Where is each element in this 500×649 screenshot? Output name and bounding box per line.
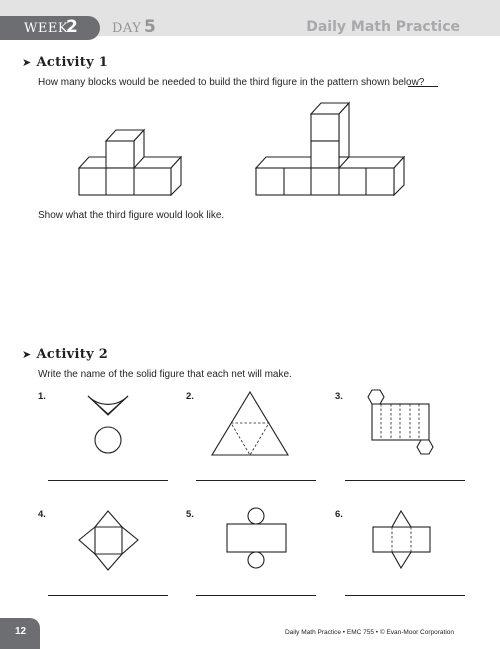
day-number: 5	[144, 17, 156, 37]
item-number: 2.	[186, 391, 194, 402]
answer-line-4[interactable]	[48, 595, 168, 596]
item-number: 4.	[38, 509, 46, 520]
activity-2-instruction: Write the name of the solid figure that each net will make.	[38, 369, 292, 380]
triangular-prism-net	[373, 511, 430, 568]
answer-line-6[interactable]	[345, 595, 465, 596]
answer-line-2[interactable]	[196, 480, 316, 481]
answer-line-3[interactable]	[345, 480, 465, 481]
item-number: 6.	[335, 509, 343, 520]
cone-net	[88, 396, 128, 453]
footer-credit: Daily Math Practice • EMC 755 • © Evan-Moor Corporation	[284, 629, 454, 636]
chevron-right-icon: ➤	[22, 56, 32, 69]
square-pyramid-net	[79, 511, 138, 570]
item-number: 3.	[335, 391, 343, 402]
week-label: WEEK	[24, 21, 69, 36]
item-number: 1.	[38, 391, 46, 402]
cylinder-net	[227, 508, 286, 568]
chevron-right-icon: ➤	[22, 348, 32, 361]
item-number: 5.	[186, 509, 194, 520]
answer-line-5[interactable]	[196, 595, 316, 596]
activity-1-instruction: Show what the third figure would look like.	[38, 210, 225, 221]
hexagonal-prism-net	[368, 390, 433, 454]
page-number: 12	[15, 626, 27, 637]
activity-1-title: Activity 1	[36, 55, 109, 70]
activity-2-title: Activity 2	[36, 347, 109, 362]
activity-1-question: How many blocks would be needed to build the third figure in the pattern shown below?	[38, 77, 425, 88]
triangular-pyramid-net	[212, 392, 288, 455]
answer-line-1[interactable]	[48, 480, 168, 481]
week-number: 2	[66, 17, 78, 37]
page-title: Daily Math Practice	[306, 19, 460, 35]
day-label: DAY	[112, 21, 142, 36]
